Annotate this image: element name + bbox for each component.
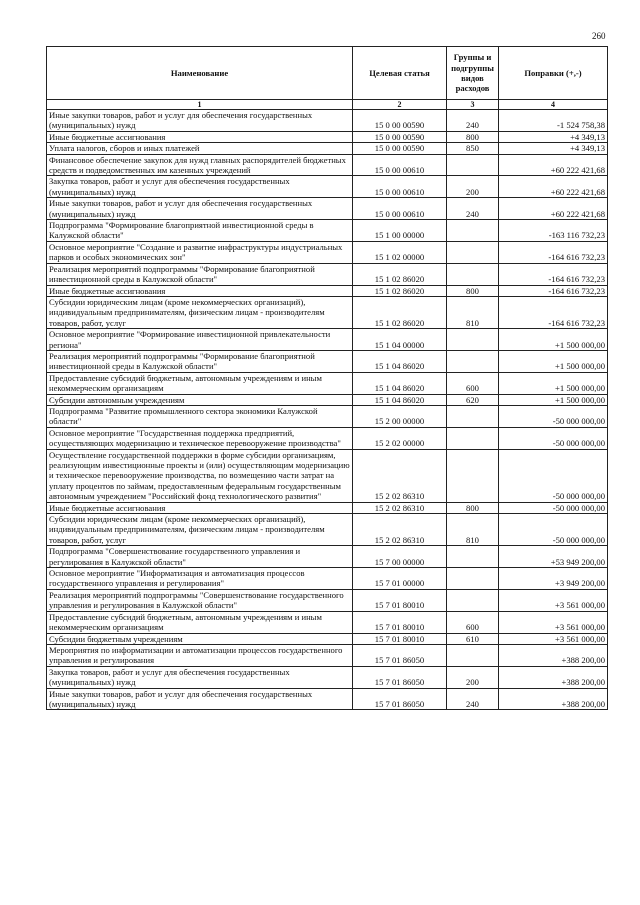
row-amendment-amount: +1 500 000,00	[499, 372, 608, 394]
table-header-row	[47, 47, 608, 100]
row-expense-group: 600	[447, 372, 499, 394]
row-target-code: 15 1 02 86020	[353, 285, 447, 296]
row-expense-group: 810	[447, 514, 499, 546]
row-name: Закупка товаров, работ и услуг для обеспечения государственных (муниципальных) нужд	[47, 666, 353, 688]
row-expense-group	[447, 241, 499, 263]
row-target-code: 15 0 00 00610	[353, 176, 447, 198]
row-target-code: 15 2 00 00000	[353, 405, 447, 427]
budget-table	[46, 46, 608, 710]
row-target-code: 15 7 01 00000	[353, 568, 447, 590]
row-expense-group	[447, 329, 499, 351]
table-row	[47, 633, 608, 644]
row-amendment-amount: +60 222 421,68	[499, 154, 608, 176]
row-expense-group	[447, 589, 499, 611]
row-amendment-amount: +4 349,13	[499, 131, 608, 142]
row-expense-group: 620	[447, 394, 499, 405]
row-target-code: 15 0 00 00590	[353, 143, 447, 154]
row-amendment-amount: +53 949 200,00	[499, 546, 608, 568]
row-expense-group: 800	[447, 131, 499, 142]
table-row	[47, 110, 608, 132]
row-target-code: 15 7 01 86050	[353, 644, 447, 666]
row-expense-group	[447, 427, 499, 449]
row-amendment-amount: -164 616 732,23	[499, 263, 608, 285]
column-number: 4	[499, 100, 608, 110]
row-target-code: 15 1 04 00000	[353, 329, 447, 351]
row-expense-group: 240	[447, 110, 499, 132]
row-target-code: 15 0 00 00590	[353, 131, 447, 142]
row-target-code: 15 7 01 80010	[353, 611, 447, 633]
row-expense-group: 800	[447, 285, 499, 296]
row-name: Субсидии юридическим лицам (кроме некоммерческих организаций), индивидуальным предпринимателям, физическим лицам - производителям товаров, работ, услуг	[47, 296, 353, 328]
row-amendment-amount: -1 524 758,38	[499, 110, 608, 132]
row-expense-group	[447, 405, 499, 427]
row-amendment-amount: -164 616 732,23	[499, 241, 608, 263]
row-expense-group: 850	[447, 143, 499, 154]
row-target-code: 15 1 00 00000	[353, 220, 447, 242]
row-amendment-amount: -50 000 000,00	[499, 427, 608, 449]
row-expense-group	[447, 546, 499, 568]
row-amendment-amount: -50 000 000,00	[499, 405, 608, 427]
table-row	[47, 666, 608, 688]
table-row	[47, 143, 608, 154]
row-name: Реализация мероприятий подпрограммы "Формирование благоприятной инвестиционной среды в Калужской области"	[47, 350, 353, 372]
row-expense-group	[447, 644, 499, 666]
row-amendment-amount: -50 000 000,00	[499, 449, 608, 502]
row-name: Мероприятия по информатизации и автоматизации процессов государственного управления и регулирования	[47, 644, 353, 666]
row-target-code: 15 0 00 00610	[353, 154, 447, 176]
row-name: Предоставление субсидий бюджетным, автономным учреждениям и иным некоммерческим организациям	[47, 372, 353, 394]
row-expense-group	[447, 568, 499, 590]
row-amendment-amount: +388 200,00	[499, 666, 608, 688]
table-row	[47, 394, 608, 405]
row-expense-group	[447, 154, 499, 176]
table-row	[47, 350, 608, 372]
table-row	[47, 285, 608, 296]
row-amendment-amount: -50 000 000,00	[499, 514, 608, 546]
header-expense-group: Группы и подгруппы видов расходов	[447, 47, 499, 100]
row-expense-group	[447, 263, 499, 285]
row-name: Иные закупки товаров, работ и услуг для обеспечения государственных (муниципальных) нужд	[47, 198, 353, 220]
row-expense-group: 240	[447, 688, 499, 710]
column-number: 2	[353, 100, 447, 110]
header-amendment: Поправки (+,-)	[499, 47, 608, 100]
row-name: Основное мероприятие "Информатизация и автоматизация процессов государственного управления и регулирования"	[47, 568, 353, 590]
table-row	[47, 220, 608, 242]
table-row	[47, 449, 608, 502]
table-row	[47, 263, 608, 285]
row-target-code: 15 0 00 00610	[353, 198, 447, 220]
row-name: Субсидии автономным учреждениям	[47, 394, 353, 405]
column-number: 3	[447, 100, 499, 110]
row-expense-group: 200	[447, 666, 499, 688]
row-name: Основное мероприятие "Государственная поддержка предприятий, осуществляющих модернизацию и техническое перевооружение производства"	[47, 427, 353, 449]
header-name: Наименование	[47, 47, 353, 100]
row-target-code: 15 1 02 86020	[353, 263, 447, 285]
row-name: Основное мероприятие "Создание и развитие инфраструктуры индустриальных парков и особых экономических зон"	[47, 241, 353, 263]
row-amendment-amount: +1 500 000,00	[499, 394, 608, 405]
row-amendment-amount: +1 500 000,00	[499, 350, 608, 372]
row-name: Подпрограмма "Формирование благоприятной инвестиционной среды в Калужской области"	[47, 220, 353, 242]
row-name: Реализация мероприятий подпрограммы "Совершенствование государственного управления и регулирования в Калужской области"	[47, 589, 353, 611]
row-name: Подпрограмма "Развитие промышленного сектора экономики Калужской области"	[47, 405, 353, 427]
table-row	[47, 372, 608, 394]
row-amendment-amount: -50 000 000,00	[499, 502, 608, 513]
row-expense-group: 610	[447, 633, 499, 644]
row-target-code: 15 7 01 86050	[353, 666, 447, 688]
table-row	[47, 514, 608, 546]
row-target-code: 15 7 01 80010	[353, 633, 447, 644]
row-name: Иные бюджетные ассигнования	[47, 131, 353, 142]
row-name: Закупка товаров, работ и услуг для обеспечения государственных (муниципальных) нужд	[47, 176, 353, 198]
row-name: Основное мероприятие "Формирование инвестиционной привлекательности региона"	[47, 329, 353, 351]
table-row	[47, 176, 608, 198]
row-expense-group	[447, 350, 499, 372]
row-amendment-amount: -163 116 732,23	[499, 220, 608, 242]
row-amendment-amount: +388 200,00	[499, 644, 608, 666]
table-row	[47, 154, 608, 176]
row-name: Субсидии юридическим лицам (кроме некоммерческих организаций), индивидуальным предпринимателям, физическим лицам - производителям товаров, работ, услуг	[47, 514, 353, 546]
row-expense-group: 800	[447, 502, 499, 513]
row-target-code: 15 7 00 00000	[353, 546, 447, 568]
header-target-article: Целевая статья	[353, 47, 447, 100]
row-target-code: 15 1 04 86020	[353, 350, 447, 372]
row-name: Иные закупки товаров, работ и услуг для обеспечения государственных (муниципальных) нужд	[47, 110, 353, 132]
row-target-code: 15 0 00 00590	[353, 110, 447, 132]
row-target-code: 15 1 04 86020	[353, 394, 447, 405]
row-amendment-amount: +1 500 000,00	[499, 329, 608, 351]
row-expense-group: 810	[447, 296, 499, 328]
row-name: Уплата налогов, сборов и иных платежей	[47, 143, 353, 154]
table-row	[47, 644, 608, 666]
row-target-code: 15 2 02 86310	[353, 449, 447, 502]
row-name: Иные закупки товаров, работ и услуг для обеспечения государственных (муниципальных) нужд	[47, 688, 353, 710]
table-row	[47, 502, 608, 513]
row-name: Подпрограмма "Совершенствование государственного управления и регулирования в Калужской области"	[47, 546, 353, 568]
table-row	[47, 589, 608, 611]
column-number: 1	[47, 100, 353, 110]
row-amendment-amount: +3 561 000,00	[499, 611, 608, 633]
row-target-code: 15 2 02 86310	[353, 502, 447, 513]
row-amendment-amount: +3 561 000,00	[499, 589, 608, 611]
row-name: Субсидии бюджетным учреждениям	[47, 633, 353, 644]
table-row	[47, 427, 608, 449]
row-target-code: 15 2 02 00000	[353, 427, 447, 449]
row-expense-group: 240	[447, 198, 499, 220]
row-amendment-amount: +60 222 421,68	[499, 176, 608, 198]
row-target-code: 15 1 02 86020	[353, 296, 447, 328]
row-target-code: 15 7 01 80010	[353, 589, 447, 611]
row-name: Реализация мероприятий подпрограммы "Формирование благоприятной инвестиционной среды в Калужской области"	[47, 263, 353, 285]
table-row	[47, 546, 608, 568]
row-amendment-amount: -164 616 732,23	[499, 285, 608, 296]
row-expense-group: 200	[447, 176, 499, 198]
row-target-code: 15 1 02 00000	[353, 241, 447, 263]
table-row	[47, 241, 608, 263]
row-amendment-amount: +3 949 200,00	[499, 568, 608, 590]
table-row	[47, 131, 608, 142]
table-row	[47, 329, 608, 351]
row-amendment-amount: -164 616 732,23	[499, 296, 608, 328]
row-expense-group	[447, 449, 499, 502]
row-expense-group: 600	[447, 611, 499, 633]
row-name: Иные бюджетные ассигнования	[47, 502, 353, 513]
row-name: Предоставление субсидий бюджетным, автономным учреждениям и иным некоммерческим организациям	[47, 611, 353, 633]
row-amendment-amount: +60 222 421,68	[499, 198, 608, 220]
row-expense-group	[447, 220, 499, 242]
row-target-code: 15 7 01 86050	[353, 688, 447, 710]
row-name: Финансовое обеспечение закупок для нужд главных распорядителей бюджетных средств и подведомственных им казенных учреждений	[47, 154, 353, 176]
row-amendment-amount: +4 349,13	[499, 143, 608, 154]
table-row	[47, 198, 608, 220]
row-amendment-amount: +3 561 000,00	[499, 633, 608, 644]
table-row	[47, 568, 608, 590]
table-row	[47, 405, 608, 427]
table-row	[47, 611, 608, 633]
column-number-row	[47, 100, 608, 110]
row-target-code: 15 2 02 86310	[353, 514, 447, 546]
page-number: 260	[592, 31, 606, 41]
row-amendment-amount: +388 200,00	[499, 688, 608, 710]
table-row	[47, 296, 608, 328]
table-row	[47, 688, 608, 710]
row-name: Осуществление государственной поддержки в форме субсидии организациям, реализующим инвестиционные проекты и (или) осуществляющим модернизацию и техническое перевооружение производства, по возмещению части затрат на уплату процентов по займам, предоставленным федеральным государственным автономным учреждением "Российский фонд технологического развития"	[47, 449, 353, 502]
row-target-code: 15 1 04 86020	[353, 372, 447, 394]
row-name: Иные бюджетные ассигнования	[47, 285, 353, 296]
